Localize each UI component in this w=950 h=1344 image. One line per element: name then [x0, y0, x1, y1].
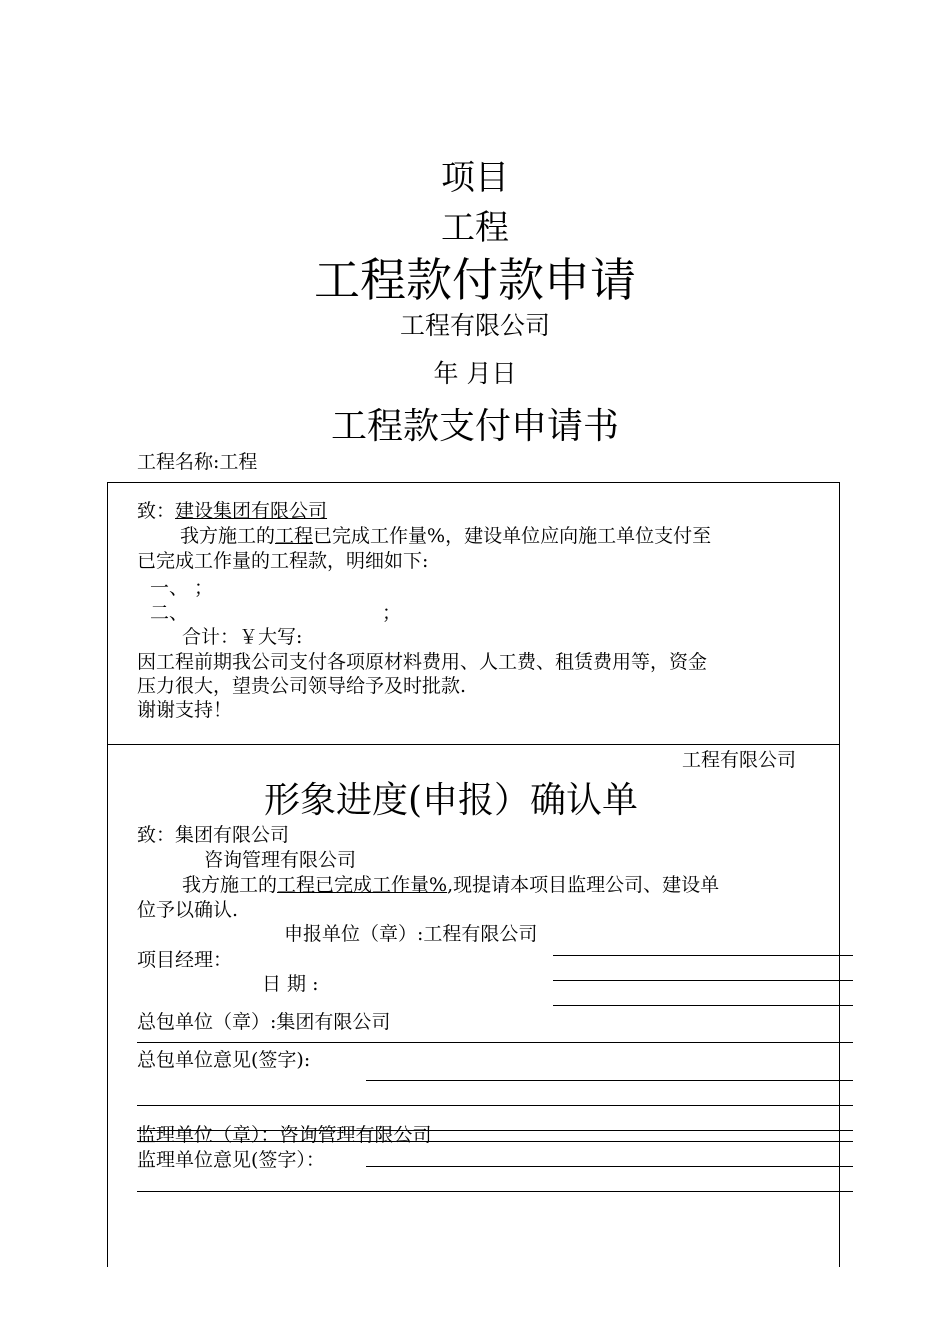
progress-text-b: 工程已完成工作量% [277, 874, 448, 896]
supervisor-unit-line [137, 1141, 853, 1142]
progress-company: 工程有限公司 [682, 749, 797, 771]
p1-text-a: 我方施工的 [180, 525, 276, 547]
gc-unit-label: 总包单位（章）:集团有限公司 [137, 1011, 391, 1033]
to-prefix: 致： [137, 500, 176, 522]
progress-text-a: 我方施工的 [182, 874, 278, 896]
p1-text-b: 工程 [275, 525, 314, 547]
company-name: 工程有限公司 [399, 311, 550, 340]
total-line: 合计：￥大写: [182, 626, 303, 648]
application-title: 工程款支付申请书 [330, 406, 619, 447]
applicant-unit: 申报单位（章）:工程有限公司 [284, 923, 538, 945]
project-manager-label: 项目经理： [137, 949, 233, 971]
letter-paragraph-1-cont: 已完成工作量的工程款，明细如下: [137, 550, 429, 572]
supervisor-opinion-line [366, 1166, 853, 1167]
date-signature-line [553, 1005, 853, 1006]
engineering-label: 工程 [441, 208, 509, 248]
supervisor-strike-line [137, 1130, 853, 1131]
box-top-border [107, 482, 840, 483]
gc-unit-line [137, 1042, 853, 1043]
gc-opinion-line [366, 1080, 853, 1081]
box-right-border [839, 482, 840, 1267]
item-2-end: ； [382, 602, 402, 624]
progress-paragraph [182, 870, 719, 897]
progress-to-line-1: 致：集团有限公司 [137, 824, 290, 846]
box-left-border [107, 482, 108, 1267]
item-2: 二、 [150, 602, 189, 624]
letter-paragraph-2: 因工程前期我公司支付各项原材料费用、人工费、租赁费用等，资金 [137, 651, 708, 673]
supervisor-unit-label: 监理单位（章）：咨询管理有限公司 [137, 1124, 432, 1146]
supervisor-opinion-label: 监理单位意见(签字）： [137, 1149, 325, 1171]
pm-signature-line [553, 955, 853, 956]
page-title: 工程款付款申请 [314, 253, 636, 307]
letter-recipient [137, 496, 327, 523]
date-label: 日 期 : [262, 973, 319, 995]
letter-paragraph-2-cont: 压力很大，望贵公司领导给予及时批款. [137, 675, 467, 697]
item-1: 一、 ； [150, 577, 214, 599]
p1-text-c: 已完成工作量%，建设单位应向施工单位支付至 [313, 525, 712, 547]
gc-opinion-line-2 [137, 1105, 853, 1106]
progress-title: 形象进度(申报）确认单 [264, 780, 639, 821]
project-label: 项目 [441, 158, 509, 198]
progress-to-line-2: 咨询管理有限公司 [204, 849, 357, 871]
progress-paragraph-cont: 位予以确认. [137, 899, 239, 921]
project-name-label: 工程名称:工程 [137, 451, 258, 473]
to-company: 建设集团有限公司 [175, 500, 328, 522]
supervisor-opinion-line-2 [137, 1191, 853, 1192]
date-line: 年 月日 [433, 359, 517, 388]
progress-text-c: ,现提请本项目监理公司、建设单 [447, 874, 720, 896]
gc-opinion-label: 总包单位意见(签字): [137, 1049, 311, 1071]
letter-paragraph-1 [180, 521, 711, 548]
thanks-line: 谢谢支持！ [137, 699, 233, 721]
pm-signature-line-2 [553, 980, 853, 981]
